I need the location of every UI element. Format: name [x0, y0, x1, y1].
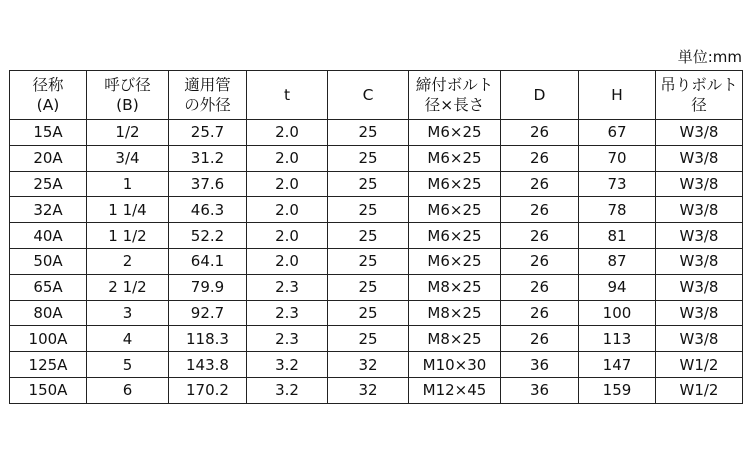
cell-nominal-b: 6 [87, 377, 169, 403]
cell-nominal-a: 40A [10, 223, 87, 249]
cell-clamp-bolt: M6×25 [409, 248, 501, 274]
cell-pipe-od: 92.7 [169, 300, 247, 326]
cell-clamp-bolt: M8×25 [409, 274, 501, 300]
cell-clamp-bolt: M6×25 [409, 145, 501, 171]
spec-table [9, 70, 743, 404]
cell-c: 25 [328, 300, 409, 326]
header-line: 径称 [32, 76, 64, 94]
header-line: C [362, 86, 374, 104]
cell-pipe-od: 64.1 [169, 248, 247, 274]
cell-d: 26 [501, 171, 579, 197]
header-line: 径 [691, 96, 707, 114]
table-row [10, 326, 743, 352]
cell-pipe-od: 31.2 [169, 145, 247, 171]
cell-h: 94 [579, 274, 656, 300]
cell-t: 2.0 [247, 171, 328, 197]
cell-nominal-a: 125A [10, 352, 87, 378]
cell-nominal-b: 5 [87, 352, 169, 378]
header-line: D [533, 86, 546, 104]
cell-d: 26 [501, 145, 579, 171]
cell-d: 26 [501, 197, 579, 223]
header-line: t [283, 86, 291, 104]
cell-clamp-bolt: M12×45 [409, 377, 501, 403]
header-cell-pipe-od [169, 71, 247, 120]
cell-t: 3.2 [247, 352, 328, 378]
cell-hanger-bolt: W1/2 [656, 377, 743, 403]
cell-pipe-od: 52.2 [169, 223, 247, 249]
cell-hanger-bolt: W3/8 [656, 248, 743, 274]
cell-c: 25 [328, 120, 409, 146]
cell-c: 25 [328, 171, 409, 197]
cell-nominal-a: 100A [10, 326, 87, 352]
header-cell-h [579, 71, 656, 120]
unit-label: 単位:mm [677, 48, 742, 66]
cell-c: 32 [328, 377, 409, 403]
cell-pipe-od: 25.7 [169, 120, 247, 146]
cell-pipe-od: 79.9 [169, 274, 247, 300]
table-row [10, 377, 743, 403]
header-line: 締付ボルト [415, 76, 494, 94]
cell-hanger-bolt: W3/8 [656, 223, 743, 249]
table-row [10, 300, 743, 326]
cell-clamp-bolt: M6×25 [409, 223, 501, 249]
header-cell-nominal-a [10, 71, 87, 120]
cell-clamp-bolt: M6×25 [409, 120, 501, 146]
cell-h: 113 [579, 326, 656, 352]
header-cell-nominal-b [87, 71, 169, 120]
cell-t: 2.0 [247, 248, 328, 274]
cell-hanger-bolt: W3/8 [656, 300, 743, 326]
table-header [10, 71, 743, 120]
cell-h: 70 [579, 145, 656, 171]
cell-d: 26 [501, 274, 579, 300]
header-cell-d [501, 71, 579, 120]
cell-h: 87 [579, 248, 656, 274]
cell-clamp-bolt: M10×30 [409, 352, 501, 378]
table-row [10, 248, 743, 274]
cell-t: 2.0 [247, 223, 328, 249]
cell-nominal-a: 80A [10, 300, 87, 326]
cell-t: 2.0 [247, 145, 328, 171]
cell-nominal-b: 2 1/2 [87, 274, 169, 300]
cell-hanger-bolt: W3/8 [656, 274, 743, 300]
cell-d: 26 [501, 326, 579, 352]
cell-pipe-od: 170.2 [169, 377, 247, 403]
cell-h: 159 [579, 377, 656, 403]
cell-c: 25 [328, 326, 409, 352]
cell-hanger-bolt: W3/8 [656, 197, 743, 223]
table-row [10, 223, 743, 249]
cell-nominal-b: 4 [87, 326, 169, 352]
header-cell-c [328, 71, 409, 120]
cell-clamp-bolt: M6×25 [409, 197, 501, 223]
cell-c: 25 [328, 145, 409, 171]
cell-pipe-od: 46.3 [169, 197, 247, 223]
header-cell-clamp-bolt [409, 71, 501, 120]
cell-c: 25 [328, 223, 409, 249]
cell-pipe-od: 143.8 [169, 352, 247, 378]
cell-t: 2.3 [247, 274, 328, 300]
cell-nominal-b: 2 [87, 248, 169, 274]
cell-hanger-bolt: W3/8 [656, 326, 743, 352]
header-line: 吊りボルト [660, 76, 738, 94]
cell-t: 2.3 [247, 300, 328, 326]
cell-nominal-a: 25A [10, 171, 87, 197]
cell-nominal-b: 1/2 [87, 120, 169, 146]
header-cell-t [247, 71, 328, 120]
cell-h: 73 [579, 171, 656, 197]
cell-nominal-a: 65A [10, 274, 87, 300]
cell-t: 2.0 [247, 120, 328, 146]
cell-nominal-b: 1 [87, 171, 169, 197]
cell-nominal-b: 1 1/2 [87, 223, 169, 249]
header-line: H [611, 86, 623, 104]
cell-clamp-bolt: M8×25 [409, 326, 501, 352]
cell-clamp-bolt: M6×25 [409, 171, 501, 197]
table-row [10, 274, 743, 300]
cell-nominal-b: 3 [87, 300, 169, 326]
table-row [10, 145, 743, 171]
table-row [10, 171, 743, 197]
cell-h: 147 [579, 352, 656, 378]
table-row [10, 120, 743, 146]
cell-clamp-bolt: M8×25 [409, 300, 501, 326]
header-line: の外径 [184, 96, 231, 114]
cell-nominal-a: 50A [10, 248, 87, 274]
cell-hanger-bolt: W3/8 [656, 145, 743, 171]
cell-t: 2.3 [247, 326, 328, 352]
header-line: 呼び径 [104, 76, 151, 94]
cell-nominal-a: 20A [10, 145, 87, 171]
cell-hanger-bolt: W3/8 [656, 171, 743, 197]
table-body [10, 120, 743, 404]
table-row [10, 352, 743, 378]
header-line: (B) [116, 96, 139, 114]
cell-d: 26 [501, 120, 579, 146]
cell-nominal-a: 150A [10, 377, 87, 403]
cell-nominal-b: 1 1/4 [87, 197, 169, 223]
header-line: (A) [36, 96, 60, 114]
cell-hanger-bolt: W1/2 [656, 352, 743, 378]
header-line: 適用管 [184, 76, 231, 94]
cell-d: 26 [501, 248, 579, 274]
table-row [10, 197, 743, 223]
cell-d: 26 [501, 300, 579, 326]
cell-t: 3.2 [247, 377, 328, 403]
header-cell-hanger-bolt [656, 71, 743, 120]
cell-pipe-od: 118.3 [169, 326, 247, 352]
cell-hanger-bolt: W3/8 [656, 120, 743, 146]
header-row [10, 71, 743, 120]
cell-nominal-a: 32A [10, 197, 87, 223]
cell-c: 25 [328, 274, 409, 300]
cell-pipe-od: 37.6 [169, 171, 247, 197]
cell-h: 100 [579, 300, 656, 326]
cell-t: 2.0 [247, 197, 328, 223]
header-line: 径×長さ [424, 96, 485, 114]
cell-c: 25 [328, 197, 409, 223]
cell-nominal-b: 3/4 [87, 145, 169, 171]
cell-c: 32 [328, 352, 409, 378]
cell-h: 67 [579, 120, 656, 146]
cell-h: 81 [579, 223, 656, 249]
cell-h: 78 [579, 197, 656, 223]
cell-d: 26 [501, 223, 579, 249]
cell-d: 36 [501, 377, 579, 403]
cell-nominal-a: 15A [10, 120, 87, 146]
cell-d: 36 [501, 352, 579, 378]
cell-c: 25 [328, 248, 409, 274]
